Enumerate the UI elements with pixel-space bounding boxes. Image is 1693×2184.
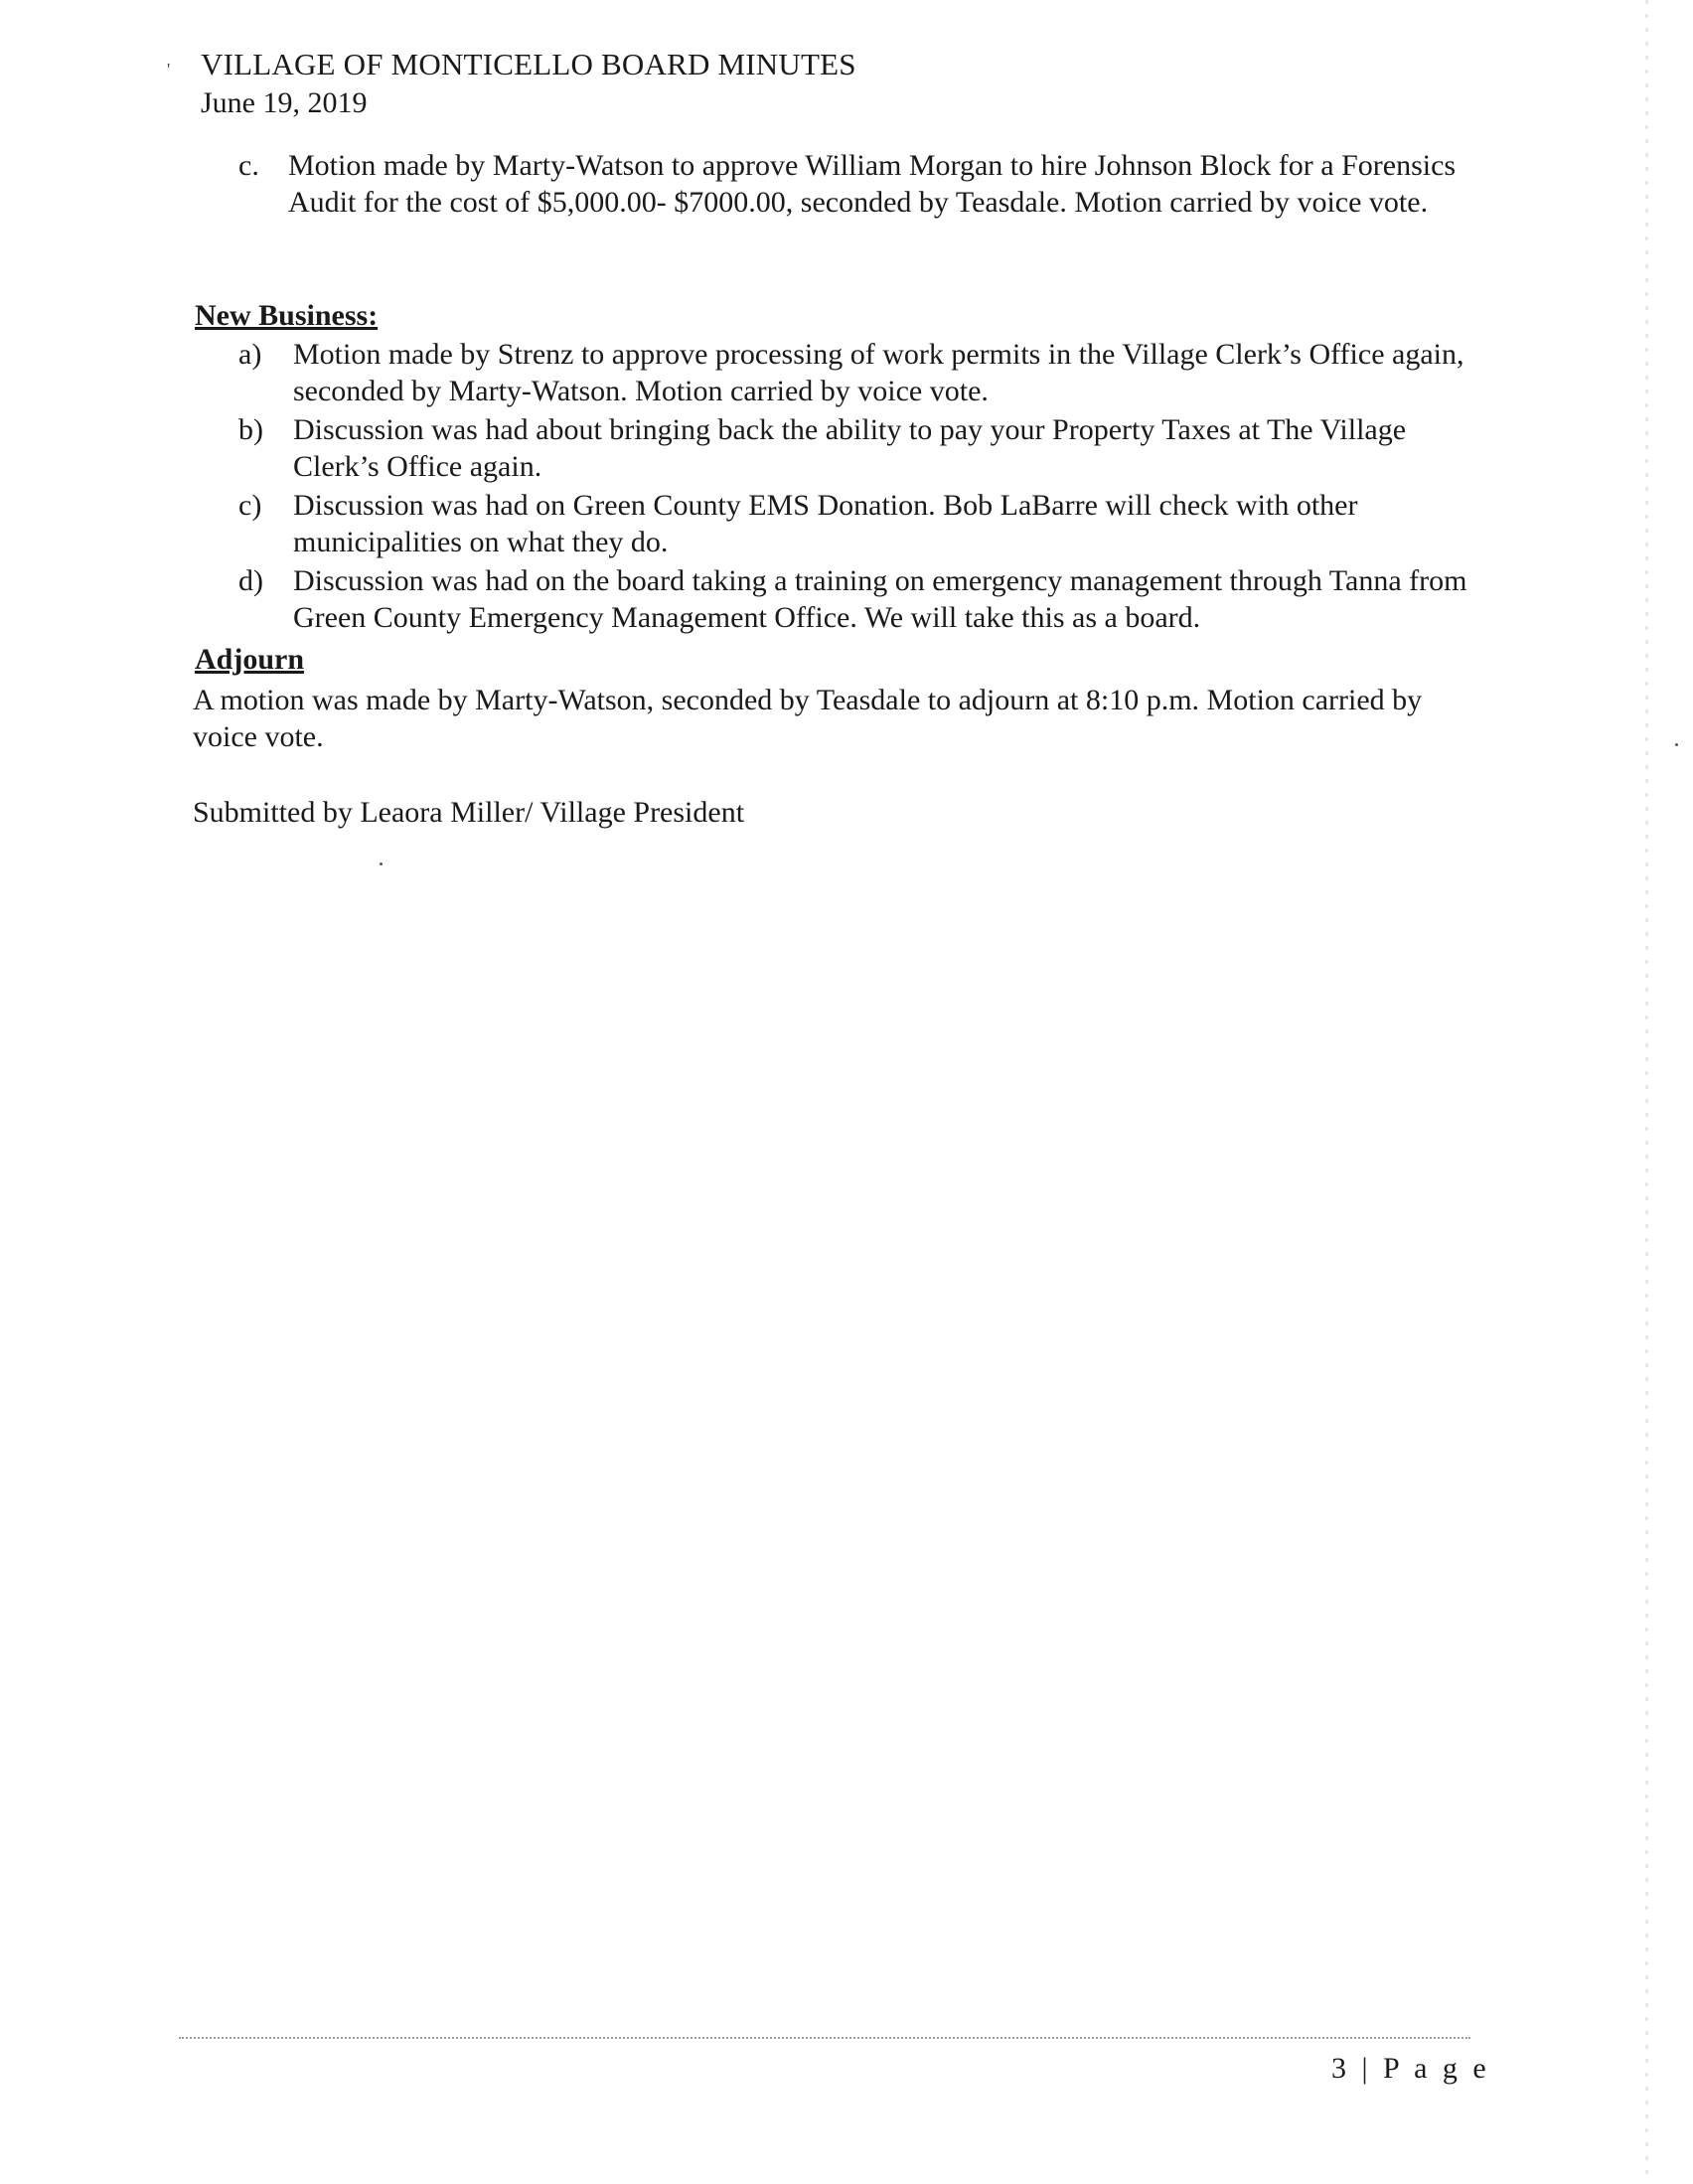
list-item bbox=[238, 411, 1490, 485]
list-item bbox=[238, 562, 1490, 636]
scan-edge-artifact bbox=[1645, 0, 1648, 2184]
item-marker: a) bbox=[238, 338, 262, 371]
list-item bbox=[238, 487, 1490, 560]
item-marker: c) bbox=[238, 489, 262, 522]
item-text: Discussion was had on Green County EMS Donation. Bob LaBarre will check with other municipalities on what they do. bbox=[293, 489, 1358, 558]
submitted-by: Submitted by Leaora Miller/ Village President bbox=[193, 796, 745, 829]
document-date: June 19, 2019 bbox=[201, 86, 368, 119]
scan-mark: ' bbox=[167, 60, 171, 79]
old-business-item-c bbox=[238, 147, 1480, 221]
item-text: Motion made by Marty-Watson to approve William Morgan to hire Johnson Block for a Forensics Audit for the cost of $5,000.00- $7000.00, seconded by Teasdale. Motion carried by voice vote. bbox=[288, 149, 1457, 219]
adjourn-text: A motion was made by Marty-Watson, seconded by Teasdale to adjourn at 8:10 p.m. Motion carried by voice vote. bbox=[193, 684, 1423, 753]
adjourn-heading: Adjourn bbox=[195, 643, 305, 676]
item-marker: d) bbox=[238, 564, 263, 597]
item-text: Motion made by Strenz to approve processing of work permits in the Village Clerk’s Office again, seconded by Marty-Watson. Motion carried by voice vote. bbox=[293, 338, 1464, 407]
footer-divider bbox=[179, 2037, 1470, 2039]
list-item bbox=[238, 336, 1490, 409]
scan-speck bbox=[1675, 743, 1678, 746]
new-business-list bbox=[238, 336, 1490, 638]
document-title: VILLAGE OF MONTICELLO BOARD MINUTES bbox=[201, 47, 856, 81]
item-marker: b) bbox=[238, 413, 263, 446]
page-number: 3 | P a g e bbox=[1331, 2052, 1490, 2085]
item-marker: c. bbox=[238, 149, 259, 182]
scan-speck bbox=[380, 862, 383, 865]
new-business-heading: New Business: bbox=[195, 299, 379, 332]
item-text: Discussion was had about bringing back the ability to pay your Property Taxes at The Village Clerk’s Office again. bbox=[293, 413, 1407, 483]
item-text: Discussion was had on the board taking a training on emergency management through Tanna from Green County Emergency Management Office. We will take this as a board. bbox=[293, 564, 1467, 634]
